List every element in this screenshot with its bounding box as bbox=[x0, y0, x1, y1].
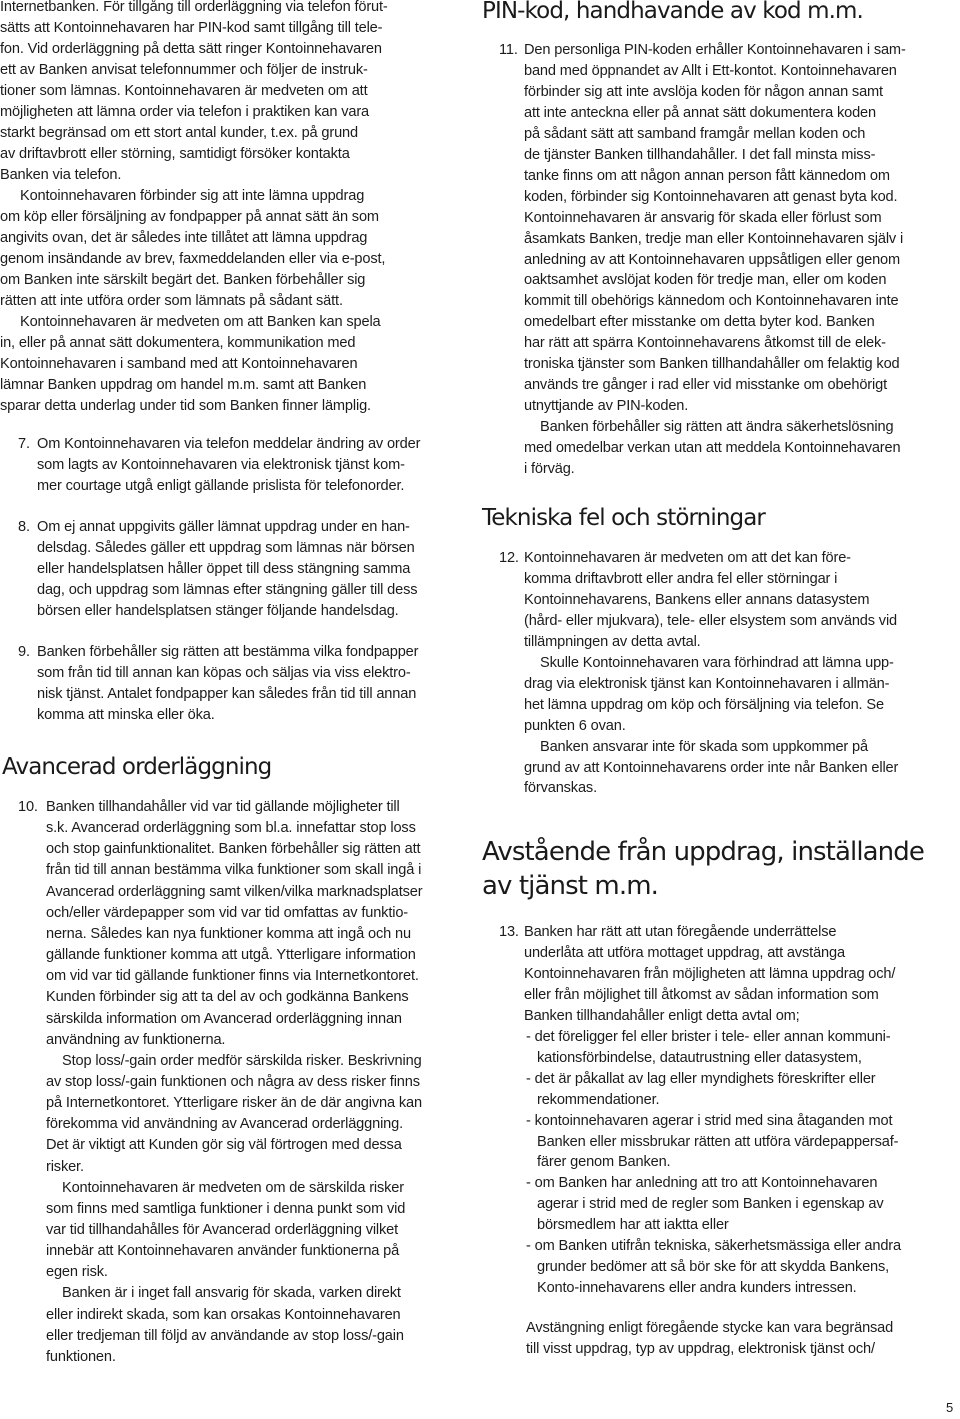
text-line: används tre gånger i rad eller vid misstanke om obehörigt bbox=[524, 377, 887, 394]
text-line: kommit till obehörigs kännedom och Kontoinnehavaren inte bbox=[524, 293, 899, 310]
text-line: fon. Vid orderläggning på detta sätt ringer Kontoinnehavaren bbox=[0, 41, 382, 57]
text-line: förekomma vid användning av Avancerad orderläggning. bbox=[46, 1116, 404, 1133]
text-line: Kontoinnehavaren förbinder sig att inte lämna uppdrag bbox=[20, 188, 365, 204]
text-line: troniska tjänster som Banken tillhandahåller om felaktig kod bbox=[524, 356, 900, 373]
text-line: de tjänster Banken tillhandahåller. I det fall minsta miss- bbox=[524, 146, 876, 163]
text-line: Banken ansvarar inte för skada som uppkommer på bbox=[540, 738, 868, 755]
text-line: Om Kontoinnehavaren via telefon meddelar ändring av order bbox=[37, 436, 421, 452]
text-line: mer courtage utgå enligt gällande prislista för telefonorder. bbox=[37, 478, 405, 494]
text-line: - kontoinnehavaren agerar i strid med sina åtaganden mot bbox=[526, 1112, 893, 1129]
text-line: dag, och uppdrag som lämnas efter stängning gäller till dess bbox=[37, 582, 418, 598]
item-13-number: 13. bbox=[499, 924, 519, 940]
text-line: genom insändande av brev, faxmeddelanden eller via e-post, bbox=[0, 251, 386, 267]
text-line: sätts att Kontoinnehavaren har PIN-kod samt tillgång till tele- bbox=[0, 20, 383, 36]
text-line: underlåta att utföra mottaget uppdrag, att avstänga bbox=[524, 944, 845, 961]
text-line: Banken förbehåller sig rätten att bestämma vilka fondpapper bbox=[37, 644, 419, 660]
text-line: om vid var tid gällande funktioner finns via Internetkontoret. bbox=[46, 968, 419, 985]
text-line: lämnar Banken uppdrag om handel m.m. samt att Banken bbox=[0, 377, 367, 393]
text-line: Kunden förbinder sig att ta del av och godkänna Bankens bbox=[46, 989, 409, 1006]
text-line: - om Banken utifrån tekniska, säkerhetsmässiga eller andra bbox=[526, 1238, 901, 1255]
text-line: Kontoinnehavaren är medveten om att Banken kan spela bbox=[20, 314, 381, 330]
text-line: Den personliga PIN-koden erhåller Kontoinnehavaren i sam- bbox=[524, 42, 906, 58]
text-line: sparar detta underlag under tid som Banken finner lämplig. bbox=[0, 398, 371, 414]
text-line: anledning av att Kontoinnehavaren uppsåtligen eller genom bbox=[524, 251, 901, 268]
text-line: Kontoinnehavaren är ansvarig för skada eller förlust som bbox=[524, 209, 882, 226]
heading-pin-kod: PIN-kod, handhavande av kod m.m. bbox=[482, 0, 863, 24]
text-line: Banken förbehåller sig rätten att ändra säkerhetslösning bbox=[540, 419, 894, 436]
text-line: koden, förbinder sig Kontoinnehavaren att genast byta kod. bbox=[524, 188, 898, 205]
item-7-number: 7. bbox=[18, 436, 30, 452]
text-line: delsdag. Således gäller ett uppdrag som lämnas när börsen bbox=[37, 540, 415, 556]
text-line: Avancerad orderläggning samt vilken/vilka marknadsplatser bbox=[46, 883, 423, 900]
text-line: börsen eller handelsplatsen stänger följande handelsdag. bbox=[37, 603, 399, 619]
text-line: band med öppnandet av Allt i Ett-kontot. Kontoinnehavaren bbox=[524, 62, 897, 79]
text-line: eller handelsplatsen håller öppet till dess stängning samma bbox=[37, 561, 411, 577]
text-line: åsamkats Banken, tredje man eller Kontoinnehavaren själv i bbox=[524, 230, 904, 247]
text-line: som finns med samtliga funktioner i denna punkt som vid bbox=[46, 1200, 406, 1217]
text-line: förbinder sig att inte avslöja koden för någon annan samt bbox=[524, 83, 883, 100]
text-line: funktionen. bbox=[46, 1348, 116, 1365]
text-line: Kontoinnehavarens, Bankens eller annans datasystem bbox=[524, 591, 870, 608]
text-line: om köp eller försäljning av fondpapper på annat sätt än som bbox=[0, 209, 379, 225]
text-line: börsmedlem har att iaktta eller bbox=[537, 1217, 729, 1234]
text-line: Banken tillhandahåller enligt detta avtal om; bbox=[524, 1007, 800, 1024]
item-11-number: 11. bbox=[499, 42, 518, 58]
text-line: grund av att Kontoinnehavarens order inte når Banken eller bbox=[524, 759, 899, 776]
text-line: användning av funktionerna. bbox=[46, 1031, 226, 1048]
item-12-number: 12. bbox=[499, 550, 519, 566]
text-line: egen risk. bbox=[46, 1264, 108, 1281]
text-line: möjligheten att lämna order via telefon i praktiken kan vara bbox=[0, 104, 370, 120]
text-line: komma att minska eller öka. bbox=[37, 707, 215, 723]
text-line: Kontoinnehavaren är medveten om de särskilda risker bbox=[62, 1179, 404, 1196]
text-line: tioner som lämnas. Kontoinnehavaren är medveten om att bbox=[0, 83, 368, 99]
text-line: av stop loss/-gain funktionen och några av dess risker finns bbox=[46, 1073, 420, 1090]
text-line: och/eller värdepapper som vid var tid omfattas av funktio- bbox=[46, 904, 408, 921]
text-line: av driftavbrott eller störning, samtidigt försöker kontakta bbox=[0, 146, 350, 162]
text-line: nerna. Således kan nya funktioner komma att ingå och nu bbox=[46, 925, 411, 942]
text-line: Det är viktigt att Kunden gör sig väl förtrogen med dessa bbox=[46, 1137, 402, 1154]
text-line: särskilda information om Avancerad orderläggning innan bbox=[46, 1010, 402, 1027]
heading-avstaende-line-1: Avstående från uppdrag, inställande bbox=[482, 837, 924, 867]
item-8-number: 8. bbox=[18, 519, 30, 535]
text-line: förvanskas. bbox=[524, 780, 597, 797]
item-10-number: 10. bbox=[18, 799, 38, 815]
text-line: Konto-innehavarens eller andra kunders intressen. bbox=[537, 1280, 857, 1297]
text-line: (hård- eller mjukvara), tele- eller elsystem som används vid bbox=[524, 612, 898, 629]
text-line: tillämpningen av detta avtal. bbox=[524, 633, 701, 650]
text-line: oaktsamhet avslöjat koden för tredje man, eller om koden bbox=[524, 272, 887, 289]
item-9-number: 9. bbox=[18, 644, 30, 660]
text-line: om Banken inte särskilt begärt det. Banken förbehåller sig bbox=[0, 272, 366, 288]
text-line: eller indirekt skada, som kan orsakas Kontoinnehavaren bbox=[46, 1306, 401, 1323]
text-line: som lagts av Kontoinnehavaren via elektronisk tjänst kom- bbox=[37, 457, 405, 473]
text-line: eller från möjlighet till åtkomst av sådan information som bbox=[524, 986, 879, 1003]
text-line: ett av Banken anvisat telefonnummer och följer de instruk- bbox=[0, 62, 368, 78]
text-line: Kontoinnehavaren är medveten om att det kan före- bbox=[524, 550, 851, 566]
text-line: Avstängning enligt föregående stycke kan vara begränsad bbox=[526, 1320, 894, 1336]
text-line: eller tredjeman till följd av användande av stop loss/-gain bbox=[46, 1327, 404, 1344]
text-line: färer genom Banken. bbox=[537, 1154, 671, 1171]
text-line: - det är påkallat av lag eller myndighets föreskrifter eller bbox=[526, 1070, 876, 1087]
text-line: omedelbart efter misstanke om detta byter kod. Banken bbox=[524, 314, 875, 331]
text-line: grunder bedömer att så bör ske för att skydda Bankens, bbox=[537, 1259, 890, 1276]
text-line: kationsförbindelse, datautrustning eller datasystem, bbox=[537, 1049, 862, 1066]
text-line: innebär att Kontoinnehavaren använder funktionerna på bbox=[46, 1243, 400, 1260]
text-line: Kontoinnehavaren i samband med att Kontoinnehavaren bbox=[0, 356, 358, 372]
text-line: till visst uppdrag, typ av uppdrag, elektronisk tjänst och/ bbox=[526, 1341, 875, 1357]
text-line: - det föreligger fel eller brister i tele- eller annan kommuni- bbox=[526, 1028, 891, 1045]
heading-avancerad-orderlaggning: Avancerad orderläggning bbox=[2, 754, 272, 780]
text-line: att inte anteckna eller på annat sätt dokumentera koden bbox=[524, 104, 876, 121]
text-line: från tid till annan bestämma vilka funktioner som skall ingå i bbox=[46, 862, 422, 879]
text-line: på Internetkontoret. Ytterligare risker än de där angivna kan bbox=[46, 1095, 422, 1112]
text-line: starkt begränsad om ett stort antal kunder, t.ex. på grund bbox=[0, 125, 358, 141]
text-line: tanke finns om att någon annan person fått kännedom om bbox=[524, 167, 890, 184]
text-line: rekommendationer. bbox=[537, 1091, 660, 1108]
page-number: 5 bbox=[946, 1400, 954, 1415]
text-line: nisk tjänst. Antalet fondpapper kan således från tid till annan bbox=[37, 686, 417, 702]
text-line: Internetbanken. För tillgång till orderläggning via telefon förut- bbox=[0, 0, 388, 15]
text-line: Kontoinnehavaren från möjligheten att lämna uppdrag och/ bbox=[524, 965, 896, 982]
text-line: komma driftavbrott eller andra fel eller störningar i bbox=[524, 570, 838, 587]
heading-tekniska-fel: Tekniska fel och störningar bbox=[482, 505, 765, 531]
text-line: Banken eller missbrukar rätten att utföra värdepappersaf- bbox=[537, 1133, 899, 1150]
text-line: Banken har rätt att utan föregående underrättelse bbox=[524, 924, 837, 940]
text-line: - om Banken har anledning att tro att Kontoinnehavaren bbox=[526, 1175, 878, 1192]
text-line: risker. bbox=[46, 1158, 84, 1175]
text-line: Banken via telefon. bbox=[0, 167, 122, 183]
text-line: in, eller på annat sätt dokumentera, kommunikation med bbox=[0, 335, 356, 351]
text-line: som från tid till annan kan köpas och säljas via viss elektro- bbox=[37, 665, 411, 681]
text-line: rätten att inte utföra order som lämnats på sådant sätt. bbox=[0, 293, 343, 309]
text-line: angivits ovan, det är således inte tillåtet att lämna uppdrag bbox=[0, 230, 368, 246]
text-line: het lämna uppdrag om köp och försäljning via telefon. Se bbox=[524, 696, 884, 713]
text-line: Banken tillhandahåller vid var tid gällande möjligheter till bbox=[46, 799, 400, 815]
text-line: var tid tillhandahålles för Avancerad orderläggning vilket bbox=[46, 1222, 399, 1238]
text-line: s.k. Avancerad orderläggning som bl.a. innefattar stop loss bbox=[46, 820, 416, 837]
text-line: Banken är i inget fall ansvarig för skada, varken direkt bbox=[62, 1285, 401, 1302]
text-line: på sådant sätt att samband framgår mellan koden och bbox=[524, 125, 866, 142]
text-line: och stop gainfunktionalitet. Banken förbehåller sig rätten att bbox=[46, 841, 421, 858]
heading-avstaende-line-2: av tjänst m.m. bbox=[482, 871, 659, 901]
text-line: Skulle Kontoinnehavaren vara förhindrad att lämna upp- bbox=[540, 654, 894, 671]
text-line: punkten 6 ovan. bbox=[524, 717, 626, 734]
text-line: har rätt att spärra Kontoinnehavarens åtkomst till de elek- bbox=[524, 335, 886, 352]
text-line: agerar i strid med de regler som Banken i egenskap av bbox=[537, 1196, 884, 1213]
text-line: utnyttjande av PIN-koden. bbox=[524, 398, 689, 415]
text-line: drag via elektronisk tjänst kan Kontoinnehavaren i allmän- bbox=[524, 675, 890, 692]
text-line: Stop loss/-gain order medför särskilda risker. Beskrivning bbox=[62, 1052, 422, 1069]
text-line: gällande funktioner komma att utgå. Ytterligare information bbox=[46, 947, 416, 964]
text-line: i förväg. bbox=[524, 461, 575, 477]
text-line: Om ej annat uppgivits gäller lämnat uppdrag under en han- bbox=[37, 519, 410, 535]
text-line: med omedelbar verkan utan att meddela Kontoinnehavaren bbox=[524, 440, 901, 457]
